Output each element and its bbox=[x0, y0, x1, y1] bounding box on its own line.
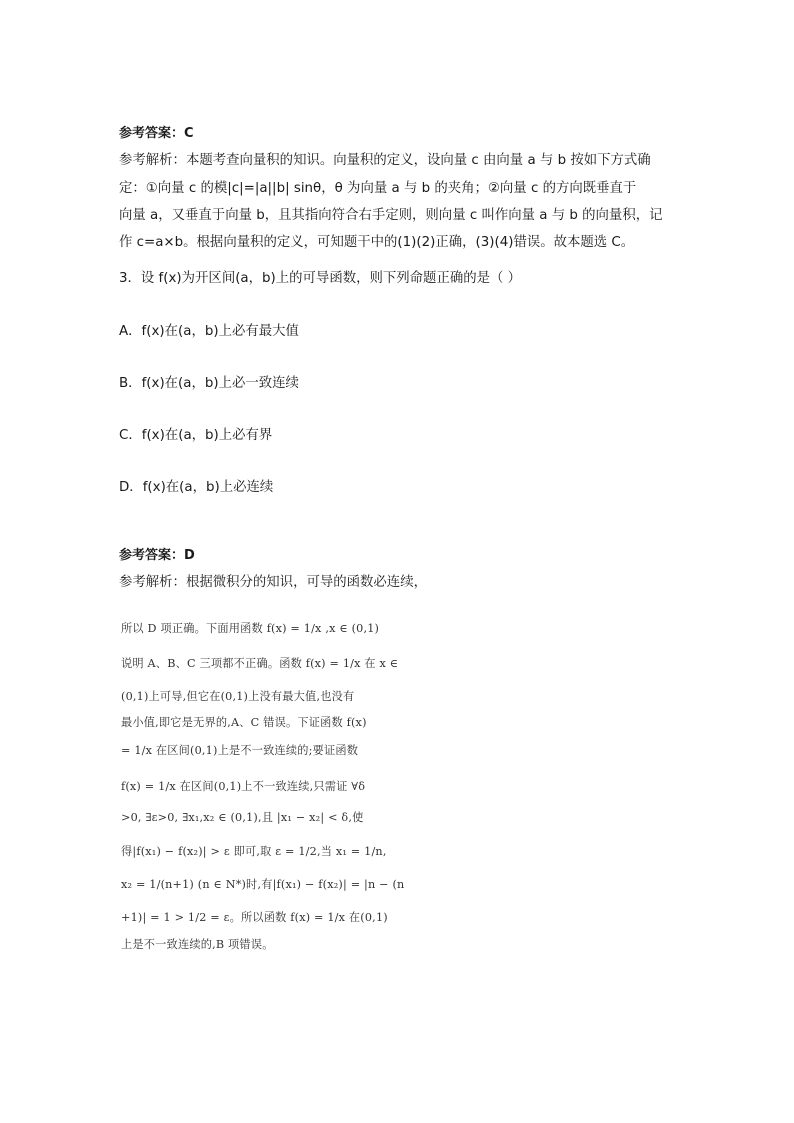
scan-line: 最小值,即它是无界的,A、C 错误。下证函数 f(x) bbox=[121, 716, 367, 729]
explanation-line: 作 c=a×b。根据向量积的定义，可知题干中的(1)(2)正确，(3)(4)错误。故本题选 C。 bbox=[119, 235, 635, 250]
scanned-explanation-image bbox=[119, 612, 405, 958]
option-a: A．f(x)在(a，b)上必有最大值 bbox=[119, 324, 299, 339]
scan-line: x₂ = 1/(n+1) (n ∈ N*)时,有|f(x₁) − f(x₂)| = |n − (n bbox=[121, 878, 405, 891]
scan-line: 得|f(x₁) − f(x₂)| > ε 即可,取 ε = 1/2,当 x₁ = 1/n, bbox=[121, 845, 387, 858]
option-d: D．f(x)在(a，b)上必连续 bbox=[119, 480, 274, 495]
scan-line: 说明 A、B、C 三项都不正确。函数 f(x) = 1/x 在 x ∈ bbox=[121, 657, 399, 670]
explanation-intro: 参考解析：根据微积分的知识，可导的函数必连续， bbox=[119, 575, 427, 590]
question-stem: 3．设 f(x)为开区间(a，b)上的可导函数，则下列命题正确的是（ ） bbox=[119, 271, 522, 286]
scan-line: = 1/x 在区间(0,1)上是不一致连续的;要证函数 bbox=[121, 744, 359, 757]
scan-line: +1)| = 1 > 1/2 = ε。所以函数 f(x) = 1/x 在(0,1) bbox=[121, 911, 388, 924]
explanation-line: 参考解析：本题考查向量积的知识。向量积的定义，设向量 c 由向量 a 与 b 按如下方式确 bbox=[119, 153, 651, 168]
explanation-line: 定：①向量 c 的模|c|=|a||b| sinθ，θ 为向量 a 与 b 的夹角；②向量 c 的方向既垂直于 bbox=[119, 181, 637, 196]
scan-line: 上是不一致连续的,B 项错误。 bbox=[121, 938, 274, 951]
scan-line: (0,1)上可导,但它在(0,1)上没有最大值,也没有 bbox=[121, 690, 355, 703]
scan-line: >0, ∃ε>0, ∃x₁,x₂ ∈ (0,1),且 |x₁ − x₂| < δ,使 bbox=[121, 811, 364, 824]
explanation-line: 向量 a，又垂直于向量 b，且其指向符合右手定则，则向量 c 叫作向量 a 与 b 的向量积，记 bbox=[119, 208, 663, 223]
option-b: B．f(x)在(a，b)上必一致连续 bbox=[119, 376, 299, 391]
answer-label-d: 参考答案：D bbox=[119, 548, 195, 563]
scan-line: f(x) = 1/x 在区间(0,1)上不一致连续,只需证 ∀δ bbox=[121, 780, 366, 793]
answer-label-c: 参考答案：C bbox=[119, 126, 194, 141]
option-c: C．f(x)在(a，b)上必有界 bbox=[119, 428, 273, 443]
scan-line: 所以 D 项正确。下面用函数 f(x) = 1/x ,x ∈ (0,1) bbox=[121, 622, 380, 635]
